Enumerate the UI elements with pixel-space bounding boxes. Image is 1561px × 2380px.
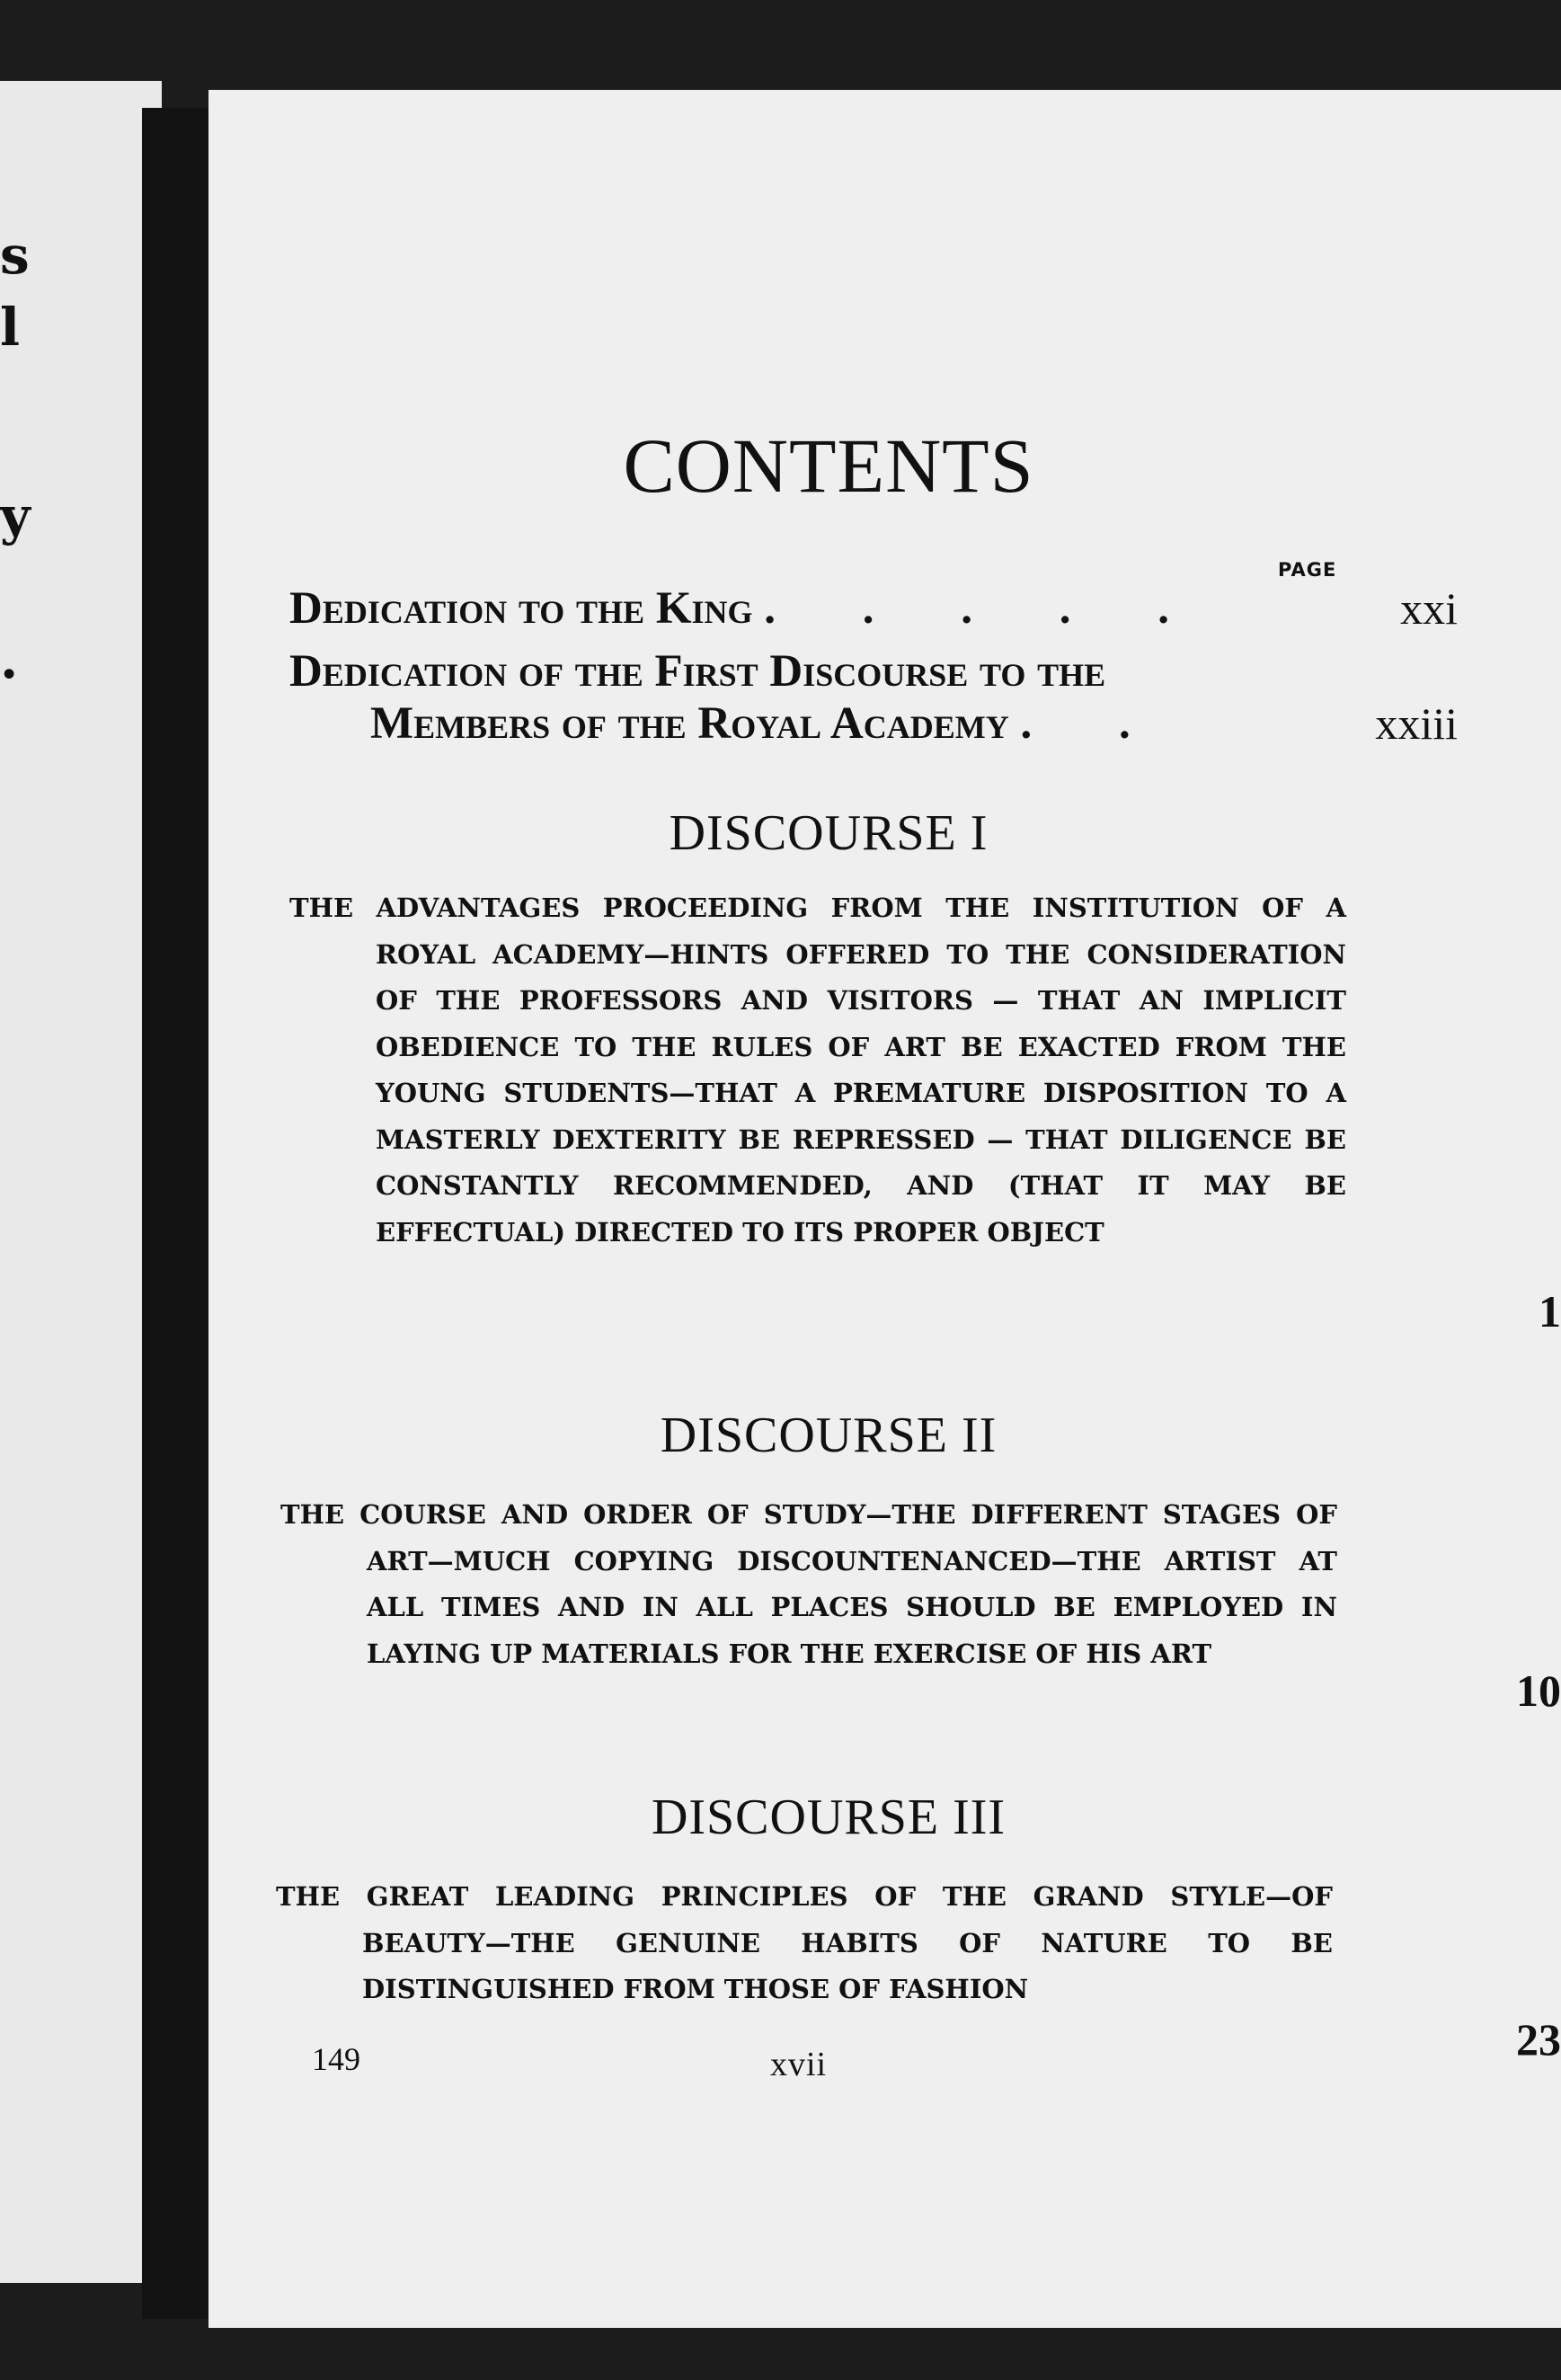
fragment-4: . (0, 629, 19, 690)
fragment-1: s (0, 225, 30, 286)
folio-number: xvii (770, 2046, 828, 2083)
facing-page-edge (0, 81, 162, 2283)
discourse-2-summary: THE COURSE AND ORDER OF STUDY—THE DIFFERENT STAGES OF ART—MUCH COPYING DISCOUNTENANCED—THE ARTIST AT ALL TIMES AND IN ALL PLACES SHOULD BE EMPLOYED IN LAYING UP MATERIALS FOR THE EXERCISE OF HIS ART (280, 1499, 1337, 1669)
discourse-1-summary: THE ADVANTAGES PROCEEDING FROM THE INSTITUTION OF A ROYAL ACADEMY—HINTS OFFERED TO THE CONSIDERATION OF THE PROFESSORS AND VISITORS — THAT AN IMPLICIT OBEDIENCE TO THE RULES OF ART BE EXACTED FROM THE YOUNG STUDENTS—THAT A PREMATURE DISPOSITION TO A MASTERLY DEXTERITY BE REPRESSED — THAT DILIGENCE BE CONSTANTLY RECOMMENDED, AND (THAT IT MAY BE EFFECTUAL) DIRECTED TO ITS PROPER OBJECT (289, 892, 1346, 1248)
page-title: CONTENTS (623, 422, 1034, 509)
entry-title-line-2: Members of the Royal Academy (370, 698, 1009, 749)
entry-page-number: xxi (1400, 583, 1458, 634)
discourse-2-heading: DISCOURSE II (660, 1408, 998, 1463)
entry-title: Dedication to the King (289, 583, 753, 634)
discourse-3-heading: DISCOURSE III (651, 1789, 1007, 1845)
discourse-3-page-number: 23 (1516, 2014, 1561, 2065)
contents-page (208, 90, 1561, 2328)
toc-entry-dedication-king: Dedication to the King . . . . . xxi (289, 583, 1458, 634)
page-column-label: PAGE (1278, 559, 1337, 581)
fragment-2: l (0, 297, 21, 358)
discourse-1-page-number: 1 (1539, 1286, 1561, 1337)
signature-mark: 149 (312, 2041, 360, 2077)
fragment-3: y (0, 485, 31, 546)
toc-entry-dedication-first-discourse: Dedication of the First Discourse to the Members of the Royal Academy . . xxiii (289, 646, 1458, 749)
entry-page-number: xxiii (1375, 698, 1458, 749)
book-gutter (142, 108, 210, 2319)
discourse-3-summary: THE GREAT LEADING PRINCIPLES OF THE GRAND STYLE—OF BEAUTY—THE GENUINE HABITS OF NATURE TO BE DISTINGUISHED FROM THOSE OF FASHION (276, 1881, 1333, 2004)
discourse-1-heading: DISCOURSE I (669, 805, 989, 861)
discourse-2-page-number: 10 (1516, 1665, 1561, 1716)
entry-title-line-1: Dedication of the First Discourse to the (289, 646, 1106, 697)
